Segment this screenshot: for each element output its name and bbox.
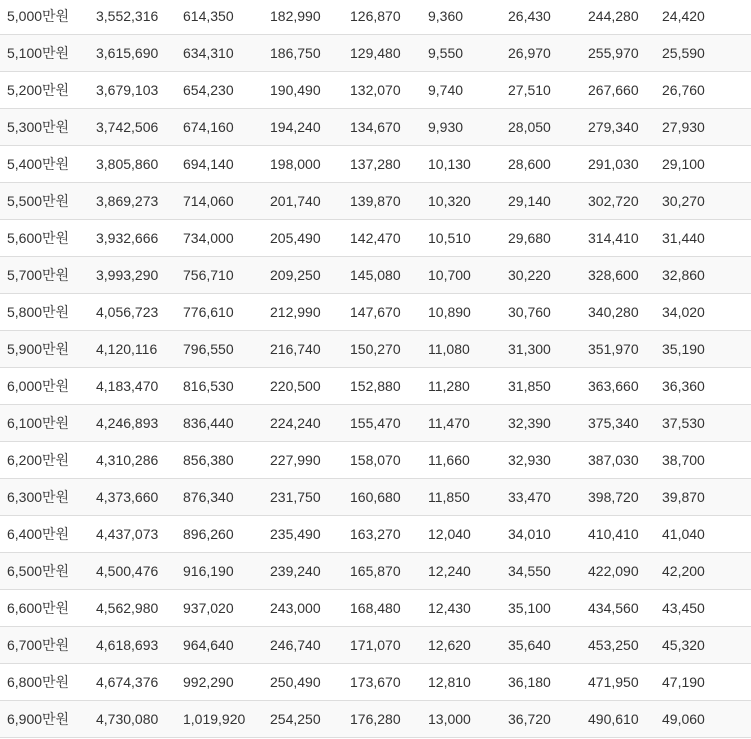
table-row — [0, 294, 751, 331]
table-row — [0, 109, 751, 146]
extra-cell: 32,860 — [662, 257, 751, 294]
national-pension-cell: 694,140 — [183, 146, 270, 183]
long-term-care-cell: 10,130 — [428, 146, 508, 183]
local-income-tax-cell: 422,090 — [588, 553, 662, 590]
extra-cell: 34,020 — [662, 294, 751, 331]
long-term-care-cell: 11,280 — [428, 368, 508, 405]
employment-insurance-cell: 168,480 — [350, 590, 428, 627]
extra-cell: 31,440 — [662, 220, 751, 257]
table-row — [0, 442, 751, 479]
annual-salary-cell: 5,500만원 — [0, 183, 96, 220]
table-row — [0, 146, 751, 183]
long-term-care-cell: 11,080 — [428, 331, 508, 368]
extra-cell: 41,040 — [662, 516, 751, 553]
health-insurance-cell: 254,250 — [270, 701, 350, 738]
local-income-tax-cell: 453,250 — [588, 627, 662, 664]
national-pension-cell: 937,020 — [183, 590, 270, 627]
local-income-tax-cell: 410,410 — [588, 516, 662, 553]
local-income-tax-cell: 255,970 — [588, 35, 662, 72]
long-term-care-cell: 9,930 — [428, 109, 508, 146]
national-pension-cell: 614,350 — [183, 0, 270, 35]
table-row — [0, 368, 751, 405]
annual-salary-cell: 5,800만원 — [0, 294, 96, 331]
monthly-net-pay-cell: 3,869,273 — [96, 183, 183, 220]
local-income-tax-cell: 351,970 — [588, 331, 662, 368]
national-pension-cell: 654,230 — [183, 72, 270, 109]
extra-cell: 39,870 — [662, 479, 751, 516]
annual-salary-cell: 6,500만원 — [0, 553, 96, 590]
national-pension-cell: 856,380 — [183, 442, 270, 479]
local-income-tax-cell: 387,030 — [588, 442, 662, 479]
income-tax-cell: 30,220 — [508, 257, 588, 294]
income-tax-cell: 28,050 — [508, 109, 588, 146]
national-pension-cell: 1,019,920 — [183, 701, 270, 738]
employment-insurance-cell: 142,470 — [350, 220, 428, 257]
employment-insurance-cell: 160,680 — [350, 479, 428, 516]
local-income-tax-cell: 267,660 — [588, 72, 662, 109]
income-tax-cell: 32,930 — [508, 442, 588, 479]
income-tax-cell: 34,550 — [508, 553, 588, 590]
national-pension-cell: 896,260 — [183, 516, 270, 553]
monthly-net-pay-cell: 3,993,290 — [96, 257, 183, 294]
health-insurance-cell: 231,750 — [270, 479, 350, 516]
monthly-net-pay-cell: 4,618,693 — [96, 627, 183, 664]
local-income-tax-cell: 363,660 — [588, 368, 662, 405]
extra-cell: 37,530 — [662, 405, 751, 442]
annual-salary-cell: 5,400만원 — [0, 146, 96, 183]
annual-salary-cell: 5,000만원 — [0, 0, 96, 35]
local-income-tax-cell: 471,950 — [588, 664, 662, 701]
monthly-net-pay-cell: 4,373,660 — [96, 479, 183, 516]
extra-cell: 26,760 — [662, 72, 751, 109]
table-row — [0, 331, 751, 368]
extra-cell: 29,100 — [662, 146, 751, 183]
health-insurance-cell: 198,000 — [270, 146, 350, 183]
annual-salary-cell: 6,400만원 — [0, 516, 96, 553]
national-pension-cell: 674,160 — [183, 109, 270, 146]
health-insurance-cell: 186,750 — [270, 35, 350, 72]
long-term-care-cell: 9,360 — [428, 0, 508, 35]
long-term-care-cell: 10,700 — [428, 257, 508, 294]
long-term-care-cell: 12,810 — [428, 664, 508, 701]
table-row — [0, 0, 751, 35]
annual-salary-cell: 6,300만원 — [0, 479, 96, 516]
local-income-tax-cell: 398,720 — [588, 479, 662, 516]
income-tax-cell: 29,680 — [508, 220, 588, 257]
employment-insurance-cell: 137,280 — [350, 146, 428, 183]
annual-salary-cell: 5,200만원 — [0, 72, 96, 109]
long-term-care-cell: 12,430 — [428, 590, 508, 627]
extra-cell: 36,360 — [662, 368, 751, 405]
table-row — [0, 590, 751, 627]
extra-cell: 45,320 — [662, 627, 751, 664]
national-pension-cell: 796,550 — [183, 331, 270, 368]
extra-cell: 43,450 — [662, 590, 751, 627]
local-income-tax-cell: 340,280 — [588, 294, 662, 331]
monthly-net-pay-cell: 4,246,893 — [96, 405, 183, 442]
national-pension-cell: 964,640 — [183, 627, 270, 664]
employment-insurance-cell: 158,070 — [350, 442, 428, 479]
table-row — [0, 405, 751, 442]
employment-insurance-cell: 145,080 — [350, 257, 428, 294]
national-pension-cell: 816,530 — [183, 368, 270, 405]
extra-cell: 27,930 — [662, 109, 751, 146]
long-term-care-cell: 12,620 — [428, 627, 508, 664]
income-tax-cell: 26,430 — [508, 0, 588, 35]
monthly-net-pay-cell: 4,674,376 — [96, 664, 183, 701]
health-insurance-cell: 216,740 — [270, 331, 350, 368]
extra-cell: 30,270 — [662, 183, 751, 220]
table-row — [0, 516, 751, 553]
employment-insurance-cell: 134,670 — [350, 109, 428, 146]
local-income-tax-cell: 490,610 — [588, 701, 662, 738]
monthly-net-pay-cell: 3,742,506 — [96, 109, 183, 146]
income-tax-cell: 32,390 — [508, 405, 588, 442]
employment-insurance-cell: 171,070 — [350, 627, 428, 664]
local-income-tax-cell: 291,030 — [588, 146, 662, 183]
local-income-tax-cell: 279,340 — [588, 109, 662, 146]
health-insurance-cell: 250,490 — [270, 664, 350, 701]
income-tax-cell: 27,510 — [508, 72, 588, 109]
national-pension-cell: 876,340 — [183, 479, 270, 516]
national-pension-cell: 776,610 — [183, 294, 270, 331]
employment-insurance-cell: 147,670 — [350, 294, 428, 331]
employment-insurance-cell: 152,880 — [350, 368, 428, 405]
employment-insurance-cell: 165,870 — [350, 553, 428, 590]
table-row — [0, 183, 751, 220]
long-term-care-cell: 10,510 — [428, 220, 508, 257]
table-row — [0, 701, 751, 738]
table-row — [0, 627, 751, 664]
income-tax-cell: 36,180 — [508, 664, 588, 701]
annual-salary-cell: 6,200만원 — [0, 442, 96, 479]
annual-salary-cell: 5,700만원 — [0, 257, 96, 294]
health-insurance-cell: 239,240 — [270, 553, 350, 590]
table-row — [0, 257, 751, 294]
annual-salary-cell: 6,900만원 — [0, 701, 96, 738]
income-tax-cell: 30,760 — [508, 294, 588, 331]
income-tax-cell: 26,970 — [508, 35, 588, 72]
health-insurance-cell: 182,990 — [270, 0, 350, 35]
health-insurance-cell: 220,500 — [270, 368, 350, 405]
health-insurance-cell: 235,490 — [270, 516, 350, 553]
national-pension-cell: 756,710 — [183, 257, 270, 294]
monthly-net-pay-cell: 4,056,723 — [96, 294, 183, 331]
health-insurance-cell: 227,990 — [270, 442, 350, 479]
local-income-tax-cell: 244,280 — [588, 0, 662, 35]
extra-cell: 49,060 — [662, 701, 751, 738]
local-income-tax-cell: 314,410 — [588, 220, 662, 257]
extra-cell: 47,190 — [662, 664, 751, 701]
health-insurance-cell: 246,740 — [270, 627, 350, 664]
employment-insurance-cell: 155,470 — [350, 405, 428, 442]
long-term-care-cell: 9,740 — [428, 72, 508, 109]
health-insurance-cell: 243,000 — [270, 590, 350, 627]
annual-salary-cell: 6,600만원 — [0, 590, 96, 627]
local-income-tax-cell: 328,600 — [588, 257, 662, 294]
national-pension-cell: 836,440 — [183, 405, 270, 442]
annual-salary-cell: 6,700만원 — [0, 627, 96, 664]
income-tax-cell: 29,140 — [508, 183, 588, 220]
annual-salary-cell: 5,900만원 — [0, 331, 96, 368]
table-row — [0, 35, 751, 72]
table-row — [0, 220, 751, 257]
health-insurance-cell: 194,240 — [270, 109, 350, 146]
extra-cell: 35,190 — [662, 331, 751, 368]
employment-insurance-cell: 173,670 — [350, 664, 428, 701]
extra-cell: 38,700 — [662, 442, 751, 479]
health-insurance-cell: 209,250 — [270, 257, 350, 294]
monthly-net-pay-cell: 3,932,666 — [96, 220, 183, 257]
monthly-net-pay-cell: 3,552,316 — [96, 0, 183, 35]
income-tax-cell: 28,600 — [508, 146, 588, 183]
monthly-net-pay-cell: 4,730,080 — [96, 701, 183, 738]
income-tax-cell: 36,720 — [508, 701, 588, 738]
national-pension-cell: 634,310 — [183, 35, 270, 72]
extra-cell: 42,200 — [662, 553, 751, 590]
income-tax-cell: 33,470 — [508, 479, 588, 516]
income-tax-cell: 35,640 — [508, 627, 588, 664]
annual-salary-cell: 5,600만원 — [0, 220, 96, 257]
employment-insurance-cell: 176,280 — [350, 701, 428, 738]
employment-insurance-cell: 129,480 — [350, 35, 428, 72]
national-pension-cell: 992,290 — [183, 664, 270, 701]
local-income-tax-cell: 302,720 — [588, 183, 662, 220]
employment-insurance-cell: 150,270 — [350, 331, 428, 368]
local-income-tax-cell: 434,560 — [588, 590, 662, 627]
table-row — [0, 479, 751, 516]
extra-cell: 24,420 — [662, 0, 751, 35]
annual-salary-cell: 6,100만원 — [0, 405, 96, 442]
health-insurance-cell: 205,490 — [270, 220, 350, 257]
health-insurance-cell: 224,240 — [270, 405, 350, 442]
income-tax-cell: 35,100 — [508, 590, 588, 627]
long-term-care-cell: 11,850 — [428, 479, 508, 516]
annual-salary-cell: 5,100만원 — [0, 35, 96, 72]
long-term-care-cell: 12,040 — [428, 516, 508, 553]
employment-insurance-cell: 126,870 — [350, 0, 428, 35]
long-term-care-cell: 13,000 — [428, 701, 508, 738]
employment-insurance-cell: 132,070 — [350, 72, 428, 109]
employment-insurance-cell: 163,270 — [350, 516, 428, 553]
annual-salary-cell: 6,800만원 — [0, 664, 96, 701]
table-row — [0, 664, 751, 701]
long-term-care-cell: 11,660 — [428, 442, 508, 479]
monthly-net-pay-cell: 3,679,103 — [96, 72, 183, 109]
table-row — [0, 72, 751, 109]
long-term-care-cell: 9,550 — [428, 35, 508, 72]
monthly-net-pay-cell: 4,120,116 — [96, 331, 183, 368]
long-term-care-cell: 12,240 — [428, 553, 508, 590]
health-insurance-cell: 201,740 — [270, 183, 350, 220]
monthly-net-pay-cell: 3,805,860 — [96, 146, 183, 183]
national-pension-cell: 734,000 — [183, 220, 270, 257]
monthly-net-pay-cell: 4,562,980 — [96, 590, 183, 627]
national-pension-cell: 916,190 — [183, 553, 270, 590]
extra-cell: 25,590 — [662, 35, 751, 72]
income-tax-cell: 31,850 — [508, 368, 588, 405]
long-term-care-cell: 10,890 — [428, 294, 508, 331]
employment-insurance-cell: 139,870 — [350, 183, 428, 220]
income-tax-cell: 31,300 — [508, 331, 588, 368]
monthly-net-pay-cell: 4,183,470 — [96, 368, 183, 405]
annual-salary-cell: 5,300만원 — [0, 109, 96, 146]
monthly-net-pay-cell: 4,500,476 — [96, 553, 183, 590]
long-term-care-cell: 10,320 — [428, 183, 508, 220]
health-insurance-cell: 212,990 — [270, 294, 350, 331]
annual-salary-cell: 6,000만원 — [0, 368, 96, 405]
table-row — [0, 553, 751, 590]
income-tax-cell: 34,010 — [508, 516, 588, 553]
monthly-net-pay-cell: 4,310,286 — [96, 442, 183, 479]
national-pension-cell: 714,060 — [183, 183, 270, 220]
monthly-net-pay-cell: 3,615,690 — [96, 35, 183, 72]
long-term-care-cell: 11,470 — [428, 405, 508, 442]
monthly-net-pay-cell: 4,437,073 — [96, 516, 183, 553]
health-insurance-cell: 190,490 — [270, 72, 350, 109]
local-income-tax-cell: 375,340 — [588, 405, 662, 442]
